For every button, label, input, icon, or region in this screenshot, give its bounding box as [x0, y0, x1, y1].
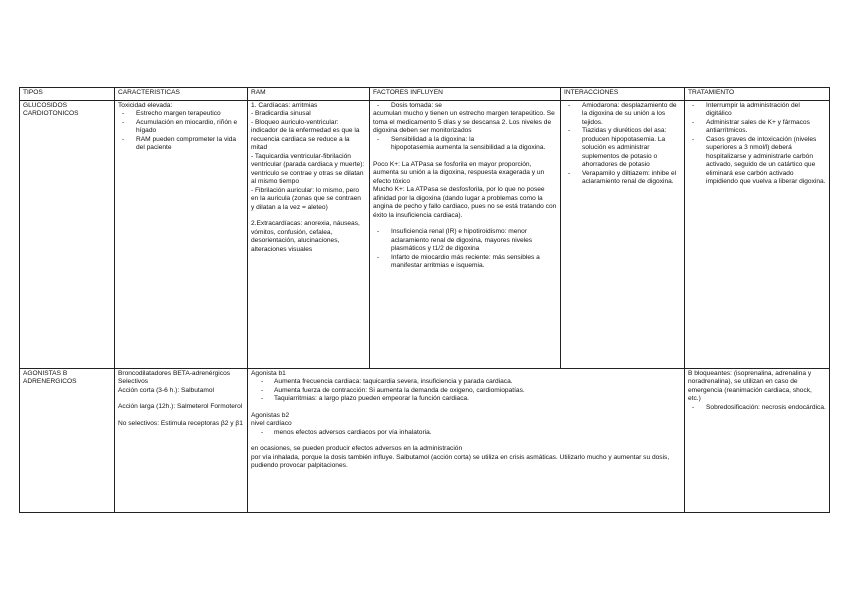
factores-cell — [370, 100, 561, 368]
list-item: - Tiazidas y diuréticos del asa: producen hipopotasemia. La solución es administrar suplementos de potasio o ahorradores de potasio — [564, 127, 681, 170]
list-item: - Casos graves de intoxicación (niveles superiores a 3 nmol/l) deberá hospitalizarse y administrarle carbón activado, seguido de un catártico que eliminará ese carbón activado impidiendo que vuelva a liberar digoxina. — [688, 136, 826, 187]
header-row — [20, 88, 830, 101]
ram-merged-cell — [248, 368, 685, 512]
factor-dosis-text: acumulan mucho y tienen un estrecho margen terapeútico. Se toma el medicamento 5 días y se descansa 2. Los niveles de digoxina deben ser monitorizados — [373, 110, 555, 134]
table-row — [20, 368, 830, 512]
header-interacciones: INTERACCIONES — [561, 88, 685, 101]
factor-sensibilidad-text: hipopotasemia aumenta la sensibilidad a la digoxina. — [391, 144, 546, 151]
header-factores: FACTORES INFLUYEN — [370, 88, 561, 101]
ram-paragraph: por vía inhalada, porque la dosis también influye. Salbutamol (acción corta) se utiliza en crisis asmáticas. Utilizarlo mucho y aumentar su dosis, pudiendo provocar palpitaciones. — [251, 453, 670, 469]
list-item: - Infarto de miocardio más reciente: más sensibles a manifestar arritmias e isquemia. — [373, 254, 557, 271]
tipo-cell: GLUCOSIDOS CARDIOTONICOS — [20, 100, 115, 368]
ram-line: 1. Cardíacas: arritmias — [251, 101, 318, 109]
table-row — [20, 100, 830, 368]
caracteristicas-cell — [115, 100, 248, 368]
list-item: - Sobredosificación: necrosis endocárdica. — [688, 404, 826, 413]
header-tratamiento: TRATAMIENTO — [685, 88, 830, 101]
header-caracteristicas: CARACTERISTICAS — [115, 88, 248, 101]
ram-cell — [248, 100, 370, 368]
drug-table — [19, 87, 830, 513]
ram-line: - Bloqueo auriculo-ventricular: indicador de la enfermedad es que la recuencia cardiaca se reduce a la mitad — [251, 118, 360, 151]
agonista-b2-sub: nivel cardíaco — [251, 420, 292, 427]
header-tipos: TIPOS — [20, 88, 115, 101]
list-item: - RAM pueden comprometer la vida del paciente — [118, 136, 244, 153]
tratamiento-text: B bloqueantes: (isoprenalina, adrenalina y noradrenalina), se utilizan en caso de emergencia (reanimación cardiaca, shock, etc.) — [688, 369, 812, 402]
factor-sensibilidad-head: - Sensibilidad a la digoxina: la — [373, 136, 557, 145]
caracteristicas-line: Selectivos — [118, 378, 149, 385]
ram-line: - Bradicardia sinusal — [251, 110, 311, 117]
caracteristicas-line: Acción corta (3-6 h.): Salbutamol — [118, 386, 215, 394]
ram-line: - Fibrilación auricular: lo mismo, pero en la auricula (zonas que se contraen y dilatan a la vez = aleteo) — [251, 186, 361, 211]
caracteristicas-cell — [115, 368, 248, 512]
list-item: - Insuficiencia renal (IR) e hipotiroidismo: menor aclaramiento renal de digoxina, mayores niveles plasmáticos y t1/2 de digoxina — [373, 228, 557, 254]
ram-paragraph: en ocasiones, se pueden producir efectos adversos en la administración — [251, 445, 463, 452]
ram-line: - Taquicardia ventricular-fibrilación ventricular (parada cardiaca y muerte): ventriculo se contrae y otras se dilatan al mismo tiempo — [251, 152, 365, 185]
list-item: - Aumenta frecuencia cardiaca: taquicardia severa, insuficiencia y parada cardiaca. — [259, 378, 681, 387]
agonista-b2-head: Agonistas b2 — [251, 411, 290, 419]
list-item: - Interrumpir la administración del digitálico — [688, 102, 826, 119]
list-item: - Verapamilo y diltiazem: inhibe el aclaramiento renal de digoxina. — [564, 170, 681, 187]
caracteristicas-intro: Toxicidad elevada: — [118, 101, 173, 109]
list-item: - Taquiarritmias: a largo plazo pueden empeorar la función cardiaca. — [259, 395, 681, 404]
tratamiento-cell — [685, 100, 830, 368]
tipo-cell: AGONISTAS B ADRENERGICOS — [20, 368, 115, 512]
agonista-b1-head: Agonista b1 — [251, 369, 286, 377]
list-item: - Acumulación en miocardio, riñón e hígado — [118, 119, 244, 136]
ram-extracardiacas: 2.Extracardíacas: anorexia, náuseas, vómitos, confusión, cefalea, desorientación, alucinaciones, alteraciones visuales — [251, 220, 360, 253]
tratamiento-cell — [685, 368, 830, 512]
header-ram: RAM — [248, 88, 370, 101]
factor-dosis-head: - Dosis tomada: se — [373, 102, 557, 111]
caracteristicas-line: No selectivos: Estimula receptoras β2 y β1 — [118, 419, 243, 427]
caracteristicas-line: Broncodilatadores BETA-adrenérgicos — [118, 369, 231, 377]
list-item: - Estrecho margen terapeutico — [118, 110, 244, 119]
list-item: - Aumenta fuerza de contracción: Si aumenta la demanda de oxigeno, cardiomiopatías. — [259, 387, 681, 396]
caracteristicas-line: Acción larga (12h.): Salmeterol Formoterol — [118, 403, 243, 410]
list-item: - menos efectos adversos cardiacos por vía inhalatoria. — [259, 429, 681, 438]
interacciones-cell — [561, 100, 685, 368]
factor-mucho-k: Mucho K+: La ATPasa se desfosforila, por lo que no posee afinidad por la digoxina (dando lugar a problemas como la angina de pecho y fallo cardiaco, pues no se está tratando con éxito la insuficiencia cardiaca). — [373, 186, 557, 219]
list-item: - Administrar sales de K+ y fármacos antiarrítmicos. — [688, 119, 826, 136]
list-item: - Amiodarona: desplazamiento de la digoxina de su unión a los tejidos. — [564, 102, 681, 128]
factor-poco-k: Poco K+: La ATPasa se fosforila en mayor proporción, aumenta su unión a la digoxina, respuesta exagerada y un efecto tóxico — [373, 160, 545, 185]
